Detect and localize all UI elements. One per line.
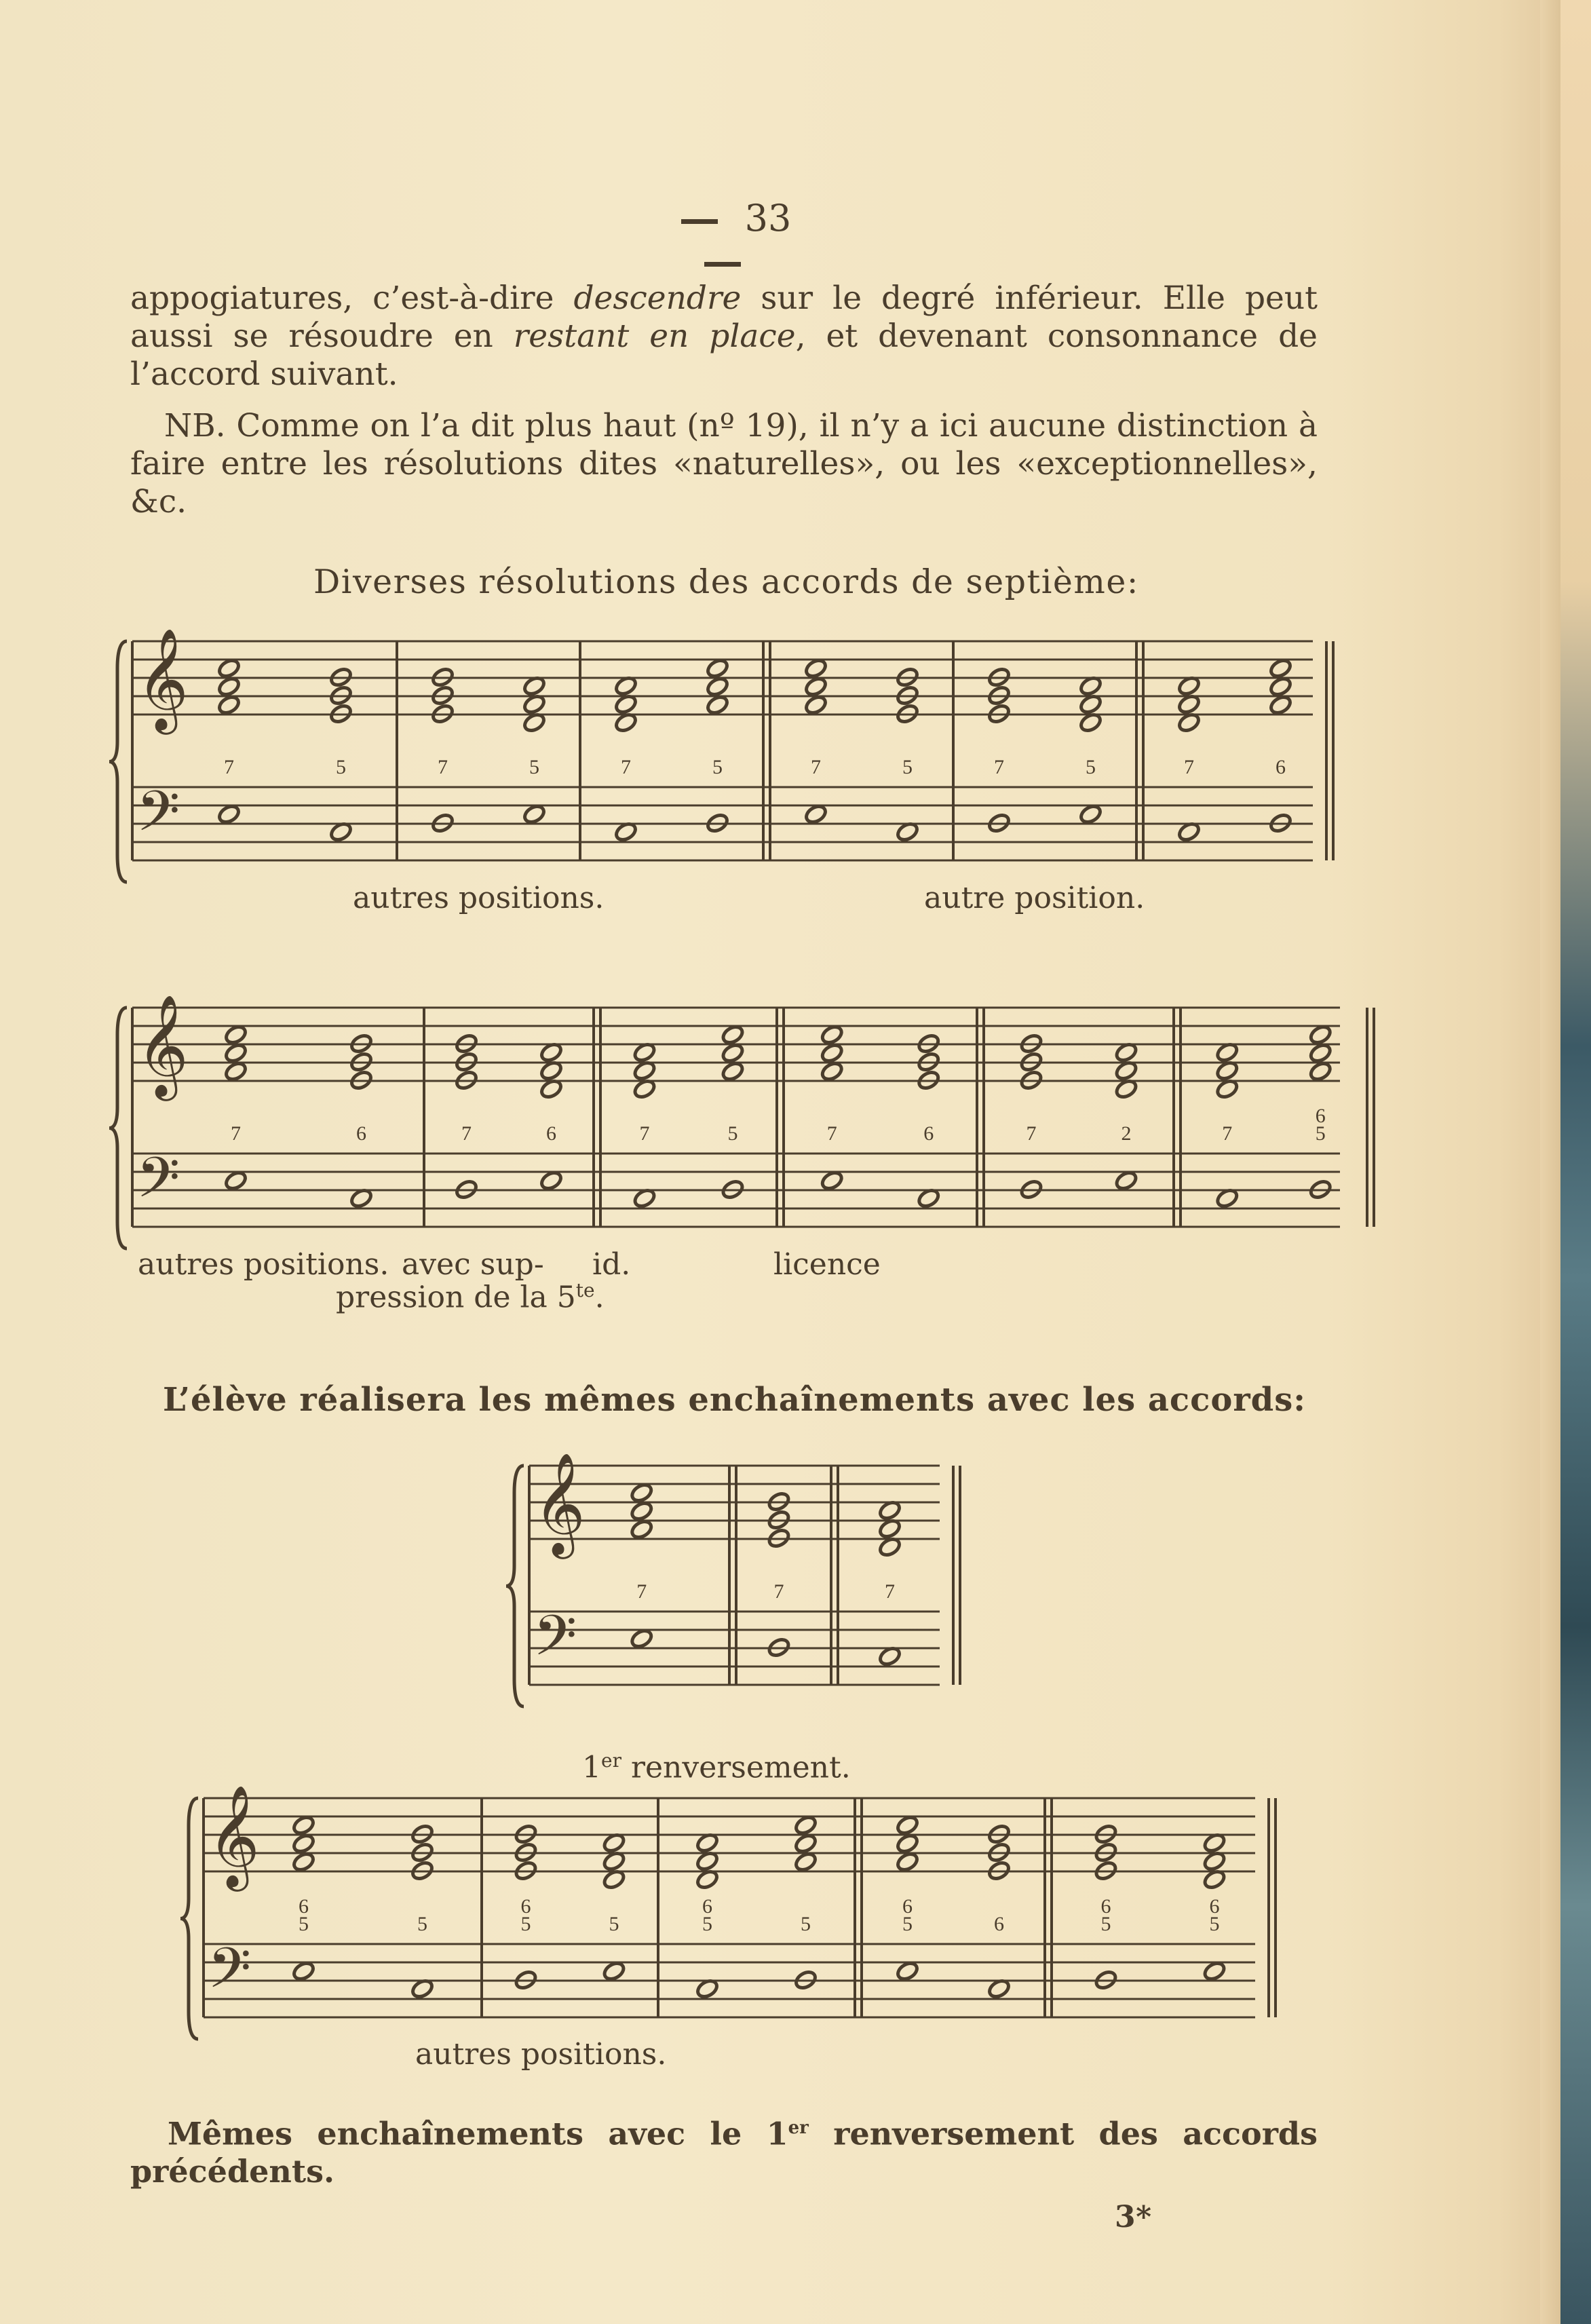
whole-note-icon [896,1960,920,1982]
figured-bass-number: 5 [902,756,913,778]
figured-bass-number: 7 [461,1122,472,1145]
treble-clef-icon: 𝄞 [136,993,189,1097]
grand-staff [109,627,1333,882]
whole-note-icon [1308,1061,1333,1082]
whole-note-icon [217,694,242,716]
whole-note-icon [820,1042,844,1064]
figured-bass-number: 7 [1026,1122,1037,1145]
music-system-3 [509,1452,946,1720]
text-run: , et devenant consonnance de l’accord suivant. [130,318,1318,393]
whole-note-icon [820,1024,844,1046]
whole-note-icon [539,1170,564,1192]
marbled-book-edge [1560,0,1591,2324]
caption-pression-de-la-5te [336,1279,605,1315]
signature-mark: 3* [1115,2200,1152,2234]
figured-bass-number: 7 [639,1122,650,1145]
whole-note-icon [224,1024,248,1046]
figured-bass-number: 5 [801,1913,811,1935]
text-run: appogiatures, c’est-à-dire [130,280,574,317]
figured-bass-number: 5 [1086,756,1096,778]
whole-note-icon [820,1061,844,1082]
paragraph-memes-enchainements [130,2109,1318,2190]
whole-note-icon [721,1042,745,1064]
whole-note-icon [1269,658,1293,679]
treble-clef-icon: 𝄞 [208,1784,260,1887]
figured-bass-number: 7 [438,756,448,778]
figured-bass-number: 7 [1222,1122,1233,1145]
figured-bass-number: 7 [621,756,631,778]
figured-bass-number: 5 [529,756,539,778]
whole-note-icon [794,1851,818,1873]
page-number [614,197,831,282]
whole-note-icon [1269,694,1293,716]
figured-bass-number: 5 [702,1913,712,1935]
whole-note-icon [1308,1042,1333,1064]
figured-bass-number: 6 [299,1895,309,1918]
heading-1er-renversement [582,1749,851,1785]
music-system-2 [112,994,1347,1262]
caption-autres-positions: autres positions. [353,881,605,915]
page-gutter-shadow [1540,0,1560,2324]
figured-bass-number: 5 [520,1913,531,1935]
figured-bass-number: 5 [417,1913,427,1935]
text-run: renversement des accords précédents. [130,2115,1318,2190]
heading-diverses-resolutions: Diverses résolutions des accords de septième: [313,563,1139,601]
whole-note-icon [522,803,547,825]
dash-left [681,219,718,224]
whole-note-icon [794,1833,818,1854]
caption-avec-suppression: avec sup- [402,1247,544,1282]
whole-note-icon [224,1042,248,1064]
figured-bass-number: 7 [811,756,821,778]
brace-icon [109,641,127,882]
figured-bass-number: 7 [885,1580,895,1603]
bass-clef-icon: 𝄢 [208,1935,252,2015]
whole-note-icon [292,1960,316,1982]
brace-icon [506,1466,524,1707]
superscript: er [788,2118,809,2138]
whole-note-icon [721,1024,745,1046]
whole-note-icon [630,1628,654,1650]
whole-note-icon [224,1170,248,1192]
text-run: Mêmes enchaînements avec le 1 [168,2115,788,2152]
whole-note-icon [706,694,730,716]
whole-note-icon [1079,803,1103,825]
whole-note-icon [896,1814,920,1836]
grand-staff [109,993,1374,1249]
bass-clef-icon: 𝄢 [533,1603,577,1682]
caption-autres-positions-3: autres positions. [415,2037,667,2072]
figured-bass-number: 5 [712,756,723,778]
figured-bass-number: 6 [923,1122,934,1145]
whole-note-icon [896,1833,920,1854]
figured-bass-number: 6 [520,1895,531,1918]
whole-note-icon [1308,1024,1333,1046]
heading-eleve-realisera: L’élève réalisera les mêmes enchaînements avec les accords: [163,1381,1306,1419]
whole-note-icon [1202,1960,1227,1982]
whole-note-icon [292,1814,316,1836]
whole-note-icon [706,658,730,679]
figured-bass-number: 5 [1100,1913,1111,1935]
whole-note-icon [630,1519,654,1540]
grand-staff [506,1451,960,1707]
whole-note-icon [804,694,828,716]
figured-bass-number: 2 [1121,1122,1132,1145]
whole-note-icon [630,1500,654,1522]
music-system-4 [183,1785,1262,2053]
whole-note-icon [217,658,242,679]
italic-run: restant en place [513,318,796,355]
whole-note-icon [896,1851,920,1873]
figured-bass-number: 6 [702,1895,712,1918]
figured-bass-number: 7 [826,1122,837,1145]
treble-clef-icon: 𝄞 [533,1451,586,1555]
caption-licence: licence [773,1247,881,1282]
figured-bass-number: 7 [224,756,234,778]
whole-note-icon [804,658,828,679]
whole-note-icon [224,1061,248,1082]
figured-bass-number: 5 [609,1913,619,1935]
bass-clef-icon: 𝄢 [136,778,180,858]
italic-run: descendre [573,280,742,317]
figured-bass-number: 5 [902,1913,913,1935]
whole-note-icon [292,1833,316,1854]
whole-note-icon [1114,1170,1138,1192]
figured-bass-number: 7 [231,1122,241,1145]
whole-note-icon [794,1814,818,1836]
text-run: 1 [582,1750,601,1785]
figured-bass-number: 7 [1184,756,1194,778]
bass-clef-icon: 𝄢 [136,1145,180,1224]
figured-bass-number: 6 [356,1122,366,1145]
whole-note-icon [630,1482,654,1504]
treble-clef-icon: 𝄞 [136,627,189,730]
figured-bass-number: 6 [902,1895,913,1918]
text-run: . [594,1280,605,1315]
caption-id: id. [592,1247,631,1282]
figured-bass-number: 6 [546,1122,556,1145]
figured-bass-number: 5 [336,756,346,778]
whole-note-icon [820,1170,844,1192]
figured-bass-number: 7 [994,756,1004,778]
text-run: sur le degré inférieur. Elle peut aussi se résoudre en [130,280,1318,355]
superscript: te [575,1279,595,1301]
whole-note-icon [706,676,730,698]
music-system-1 [112,628,1320,896]
figured-bass-number: 6 [994,1913,1004,1935]
whole-note-icon [217,676,242,698]
brace-icon [180,1798,198,2039]
figured-bass-number: 5 [727,1122,738,1145]
figured-bass-number: 6 [1276,756,1286,778]
figured-bass-number: 6 [1100,1895,1111,1918]
whole-note-icon [602,1960,626,1982]
paragraph-resolution [130,280,1318,394]
whole-note-icon [804,803,828,825]
brace-icon [109,1008,127,1249]
caption-autres-positions-2: autres positions. [138,1247,389,1282]
text-run: pression de la 5 [336,1280,576,1315]
superscript: er [601,1749,621,1772]
whole-note-icon [217,803,242,825]
whole-note-icon [1269,676,1293,698]
figured-bass-number: 7 [636,1580,647,1603]
figured-bass-number: 5 [299,1913,309,1935]
whole-note-icon [721,1061,745,1082]
grand-staff [180,1784,1276,2039]
page-number-text: 33 [744,197,792,240]
whole-note-icon [292,1851,316,1873]
figured-bass-number: 6 [1315,1105,1326,1127]
caption-autre-position: autre position. [924,881,1145,915]
figured-bass-number: 5 [1209,1913,1220,1935]
dash-right [704,262,741,267]
whole-note-icon [804,676,828,698]
figured-bass-number: 6 [1209,1895,1220,1918]
paragraph-nb: NB. Comme on l’a dit plus haut (nº 19), il n’y a ici aucune distinction à faire entre les résolutions dites «naturelles», ou les «exceptionnelles», &c. [130,407,1318,520]
figured-bass-number: 5 [1315,1122,1326,1145]
figured-bass-number: 7 [773,1580,784,1603]
text-run: renversement. [621,1750,851,1785]
